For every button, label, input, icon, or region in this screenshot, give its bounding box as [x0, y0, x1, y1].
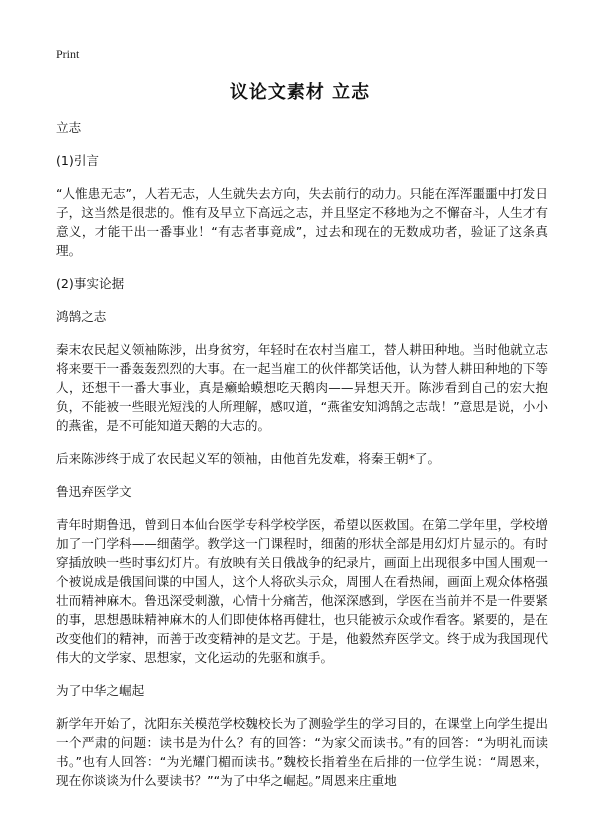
story1-paragraph-1: 秦末农民起义领袖陈涉，出身贫穷，年轻时在农村当雇工，替人耕田种地。当时他就立志将来要干一番轰轰烈烈的大事。在一起当雇工的伙伴都笑话他，认为替人耕田种地的下等人，还想干一番大事业，真是癞蛤蟆想吃天鹅肉——异想天开。陈涉看到自己的宏大抱负，不能被一些眼光短浅的人所理解，感叹道，“燕雀安知鸿鹄之志哉！”意思是说，小小的燕雀，是不可能知道天鹅的大志的。	[56, 342, 548, 433]
facts-heading: (2)事实论据	[56, 276, 125, 291]
story2-paragraph-1: 青年时期鲁迅，曾到日本仙台医学专科学校学医，希望以医救国。在第二学年里，学校增加了一门学科——细菌学。教学这一门课程时，细菌的形状全部是用幻灯片显示的。有时穿插放映一些时事幻灯片。有放映有关日俄战争的纪录片，画面上出现很多中国人围观一个被说成是俄国间谍的中国人，这个人将砍头示众，周围人在看热闹，画面上观众体格强壮而精神麻木。鲁迅深受刺激，心情十分痛苦，他深深感到，学医在当前并不是一件要紧的事，思想愚昧精神麻木的人们即使体格再健壮，也只能被示众或作看客。紧要的，是在改变他们的精神，而善于改变精神的是文艺。于是，他毅然弃医学文。终于成为我国现代伟大的文学家、思想家，文化运动的先驱和旗手。	[56, 517, 548, 665]
article-body	[56, 118, 548, 804]
story1-heading: 鸿鹄之志	[56, 309, 107, 324]
page-title: 议论文素材 立志	[229, 82, 371, 103]
story3-paragraph-1: 新学年开始了，沈阳东关模范学校魏校长为了测验学生的学习目的，在课堂上向学生提出一个严肃的问题：读书是为什么？有的回答：“为家父而读书。”有的回答：“为明礼而读书。”也有人回答：“为光耀门楣而读书。”魏校长指着坐在后排的一位学生说：“周恩来，现在你谈谈为什么要读书？”“为了中华之崛起。”周恩来庄重地	[56, 716, 548, 788]
print-link[interactable]: Print	[56, 47, 80, 61]
intro-paragraph: “人惟患无志”，人若无志，人生就失去方向，失去前行的动力。只能在浑浑噩噩中打发日子，这当然是很悲的。惟有及早立下高远之志，并且坚定不移地为之不懈奋斗，人生才有意义，才能干出一番事业！“有志者事竟成”，过去和现在的无数成功者，验证了这条真理。	[56, 186, 548, 258]
story3-heading: 为了中华之崛起	[56, 683, 145, 698]
story2-heading: 鲁迅弃医学文	[56, 484, 132, 499]
story1-paragraph-2: 后来陈涉终于成了农民起义军的领袖，由他首先发难，将秦王朝*了。	[56, 451, 441, 466]
section-heading: 立志	[56, 120, 82, 135]
intro-heading: (1)引言	[56, 153, 100, 168]
